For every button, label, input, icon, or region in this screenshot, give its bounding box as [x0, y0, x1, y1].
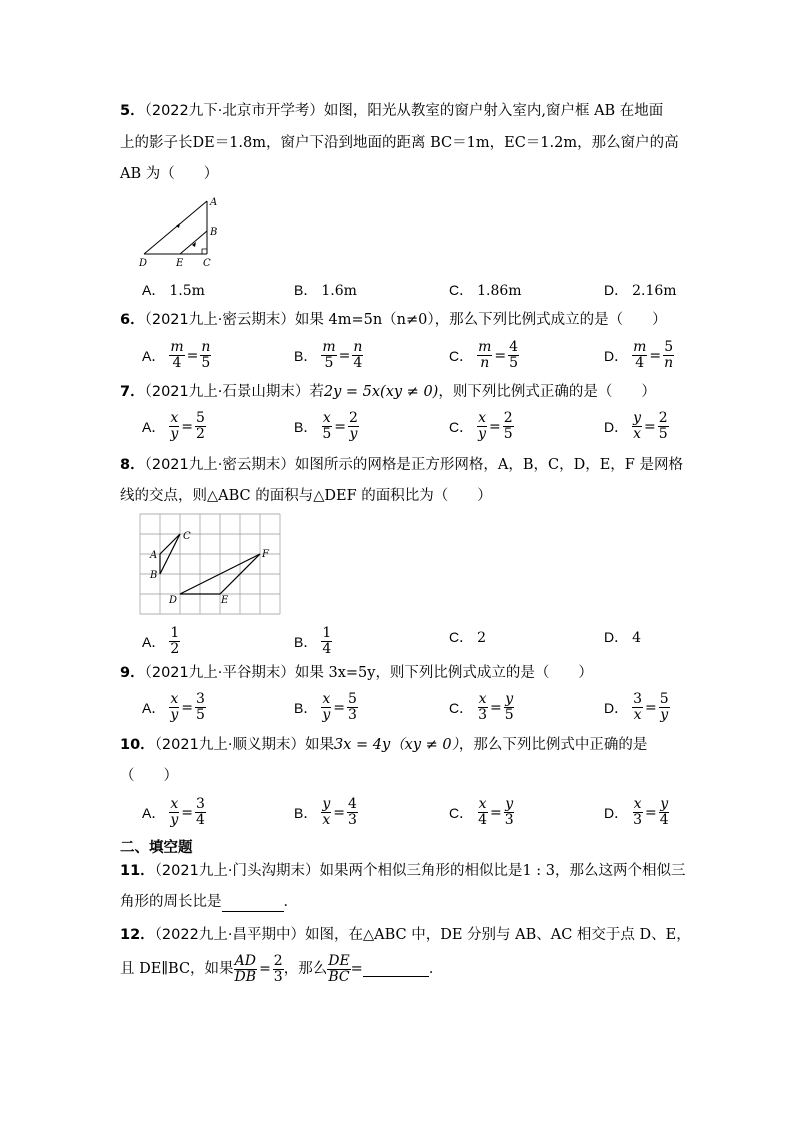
- q10-option-c[interactable]: C． $\frac{x}{4}$ = $\frac{y}{3}$: [449, 796, 514, 828]
- fraction: $\frac{1}{4}$: [322, 625, 332, 657]
- equals-sign: =: [338, 347, 351, 364]
- q8-text-1: 如图所示的网格是正方形网格，A，B，C，D，E，F 是网格: [294, 457, 683, 473]
- q7-source: （2021九上·石景山期末）: [144, 384, 310, 400]
- q5-number: 5．: [120, 103, 145, 119]
- fraction-left: $\frac{x}{y}$: [170, 691, 179, 723]
- q8-source: （2021九上·密云期末）: [144, 457, 295, 473]
- q5-label-b: B: [210, 227, 218, 238]
- q10-number: 10．: [120, 737, 155, 753]
- q8-option-c[interactable]: C． 2: [449, 629, 487, 646]
- equals-sign: =: [490, 699, 502, 716]
- q10-line1: [120, 735, 647, 755]
- q12-text-1: 如图，在△ABC 中，DE 分别与 AB、AC 相交于点 D、E，: [304, 927, 691, 943]
- fraction-left: $\frac{x}{y}$: [322, 691, 331, 723]
- q6-line: [120, 310, 667, 330]
- section-fill-in-blank-heading: 二、填空题: [120, 840, 193, 856]
- q12-number: 12．: [120, 927, 155, 943]
- q10-option-b[interactable]: B． $\frac{y}{x}$ = $\frac{4}{3}$: [294, 796, 357, 828]
- fraction-right: $\frac{2}{y}$: [349, 410, 358, 442]
- equals-sign: =: [645, 804, 657, 821]
- q8-label-b: B: [150, 570, 158, 581]
- equals-sign: =: [181, 804, 193, 821]
- fraction-right: $\frac{3}{4}$: [196, 796, 205, 828]
- fraction-left: $\frac{x}{y}$: [478, 410, 487, 442]
- equals-sign: =: [181, 418, 193, 435]
- q10-option-a[interactable]: A． $\frac{x}{y}$ = $\frac{3}{4}$: [142, 796, 205, 828]
- equals-sign: =: [489, 418, 501, 435]
- q7-option-b[interactable]: B． $\frac{x}{5}$ = $\frac{2}{y}$: [294, 410, 358, 442]
- q8-option-a[interactable]: A． $\frac{1}{2}$: [142, 625, 180, 657]
- q5-option-a[interactable]: A． 1.5m: [142, 282, 205, 299]
- q11-source: （2021九上·门头沟期末）: [154, 863, 320, 879]
- fraction-right: $\frac{4}{3}$: [348, 796, 357, 828]
- q7-formula: 2y = 5x(xy ≠ 0): [323, 384, 439, 400]
- q6-option-d[interactable]: D． $\frac{m}{4}$ = $\frac{5}{n}$: [604, 339, 674, 371]
- fraction-right: $\frac{5}{3}$: [348, 691, 357, 723]
- q5-line2: 上的影子长DE＝1.8m，窗户下沿到地面的距离 BC＝1m，EC＝1.2m，那么窗户的高: [120, 135, 679, 151]
- q5-label-e: E: [176, 258, 184, 269]
- q5-arrow-1: [176, 223, 180, 228]
- q7-line: [120, 382, 656, 402]
- fraction-ad-db: $\frac{AD}{DB}$: [234, 952, 257, 985]
- fraction-left: $\frac{x}{y}$: [170, 410, 179, 442]
- fraction-right: $\frac{4}{5}$: [509, 339, 519, 371]
- fraction-left: $\frac{3}{x}$: [633, 691, 643, 723]
- equals-sign: =: [645, 699, 657, 716]
- q8-line2: 线的交点，则△ABC 的面积与△DEF 的面积比为（ ）: [120, 488, 492, 504]
- q9-option-c[interactable]: C． $\frac{x}{3}$ = $\frac{y}{5}$: [449, 691, 514, 723]
- fraction-right: $\frac{n}{4}$: [353, 339, 363, 371]
- q11-line2: 角形的周长比是 ．: [120, 894, 298, 910]
- fraction-left: $\frac{x}{3}$: [478, 691, 488, 723]
- q8-label-e: E: [221, 595, 229, 606]
- q9-option-a[interactable]: A． $\frac{x}{y}$ = $\frac{3}{5}$: [142, 691, 205, 723]
- q7-text-b: ，则下列比例式正确的是（ ）: [438, 384, 656, 400]
- q10-line2: （ ）: [120, 768, 178, 784]
- equals-sign: =: [490, 804, 502, 821]
- fraction-left: $\frac{m}{4}$: [170, 339, 184, 371]
- fraction-right: $\frac{2}{5}$: [658, 410, 668, 442]
- q5-line-eb: [180, 231, 207, 254]
- q7-text-a: 若: [309, 384, 324, 400]
- q5-line-da: [144, 201, 207, 254]
- equals-sign: =: [181, 699, 193, 716]
- q10-text-b: ，那么下列比例式中正确的是: [458, 737, 648, 753]
- q8-label-d: D: [169, 595, 178, 606]
- q5-option-c[interactable]: C． 1.86m: [449, 282, 522, 299]
- q5-figure: [132, 192, 227, 272]
- fraction-right: $\frac{y}{5}$: [504, 691, 514, 723]
- q5-right-angle: [202, 249, 207, 254]
- fraction-left: $\frac{m}{n}$: [478, 339, 492, 371]
- q7-option-d[interactable]: D． $\frac{y}{x}$ = $\frac{2}{5}$: [604, 410, 668, 442]
- equals-sign: =: [644, 418, 656, 435]
- q5-text-1: 如图，阳光从教室的窗户射入室内,窗户框 AB 在地面: [323, 103, 664, 119]
- q10-option-d[interactable]: D． $\frac{x}{3}$ = $\frac{y}{4}$: [604, 796, 669, 828]
- q6-source: （2021九上·密云期末）: [144, 312, 295, 328]
- q11-line1: [120, 861, 686, 881]
- q9-number: 9．: [120, 665, 145, 681]
- q8-label-c: C: [183, 531, 191, 542]
- q8-label-a: A: [150, 550, 158, 561]
- q8-grid-figure: [139, 513, 281, 615]
- equals-sign: =: [649, 347, 662, 364]
- q9-line: [120, 663, 593, 683]
- q12-source: （2022九上·昌平期中）: [154, 927, 305, 943]
- q7-number: 7．: [120, 384, 145, 400]
- q5-label-c: C: [203, 258, 211, 269]
- fraction-left: $\frac{x}{5}$: [322, 410, 332, 442]
- q8-grid-lines: [140, 514, 280, 614]
- fraction-de-bc: $\frac{DE}{BC}$: [328, 952, 350, 985]
- q6-option-a[interactable]: A． $\frac{m}{4}$ = $\frac{n}{5}$: [142, 339, 211, 371]
- q11-text-1: 如果两个相似三角形的相似比是1 : 3，那么这两个相似三: [319, 863, 686, 879]
- fraction-left: $\frac{m}{5}$: [322, 339, 336, 371]
- fraction: $\frac{1}{2}$: [170, 625, 180, 657]
- equals-sign: =: [333, 804, 345, 821]
- q5-option-b[interactable]: B． 1.6m: [294, 282, 357, 299]
- q12-line2: 且 DE∥BC，如果 $\frac{AD}{DB}$ = $\frac{2}{3}$ ，那么 $\frac{DE}{BC}$ = ．: [120, 952, 444, 985]
- q10-source: （2021九上·顺义期末）: [154, 737, 305, 753]
- q6-text: 如果 4m=5n（n≠0），那么下列比例式成立的是（ ）: [294, 312, 667, 328]
- q11-answer-blank[interactable]: [222, 897, 284, 912]
- fraction-left: $\frac{y}{x}$: [322, 796, 331, 828]
- equals-sign: =: [186, 347, 199, 364]
- q10-formula: 3x = 4y（xy ≠ 0）: [333, 737, 459, 753]
- fraction-left: $\frac{x}{y}$: [170, 796, 179, 828]
- q12-answer-blank[interactable]: [363, 962, 429, 977]
- q5-label-a: A: [210, 197, 218, 208]
- fraction-2-3: $\frac{2}{3}$: [273, 952, 283, 985]
- q6-option-c[interactable]: C． $\frac{m}{n}$ = $\frac{4}{5}$: [449, 339, 519, 371]
- fraction-left: $\frac{x}{3}$: [633, 796, 643, 828]
- fraction-left: $\frac{x}{4}$: [478, 796, 488, 828]
- q8-option-b[interactable]: B． $\frac{1}{4}$: [294, 625, 332, 657]
- q6-option-b[interactable]: B． $\frac{m}{5}$ = $\frac{n}{4}$: [294, 339, 363, 371]
- fraction-left: $\frac{y}{x}$: [633, 410, 642, 442]
- q9-option-d[interactable]: D． $\frac{3}{x}$ = $\frac{5}{y}$: [604, 691, 669, 723]
- fraction-right: $\frac{y}{3}$: [504, 796, 514, 828]
- fraction-right: $\frac{n}{5}$: [201, 339, 211, 371]
- q7-option-c[interactable]: C． $\frac{x}{y}$ = $\frac{2}{5}$: [449, 410, 513, 442]
- q5-source: （2022九下·北京市开学考）: [144, 103, 324, 119]
- q8-label-f: F: [262, 549, 269, 560]
- q5-option-d[interactable]: D． 2.16m: [604, 282, 677, 299]
- equals-sign: =: [494, 347, 507, 364]
- fraction-right: $\frac{5}{y}$: [659, 691, 669, 723]
- q8-line1: [120, 455, 683, 475]
- fraction-right: $\frac{5}{2}$: [196, 410, 205, 442]
- equals-sign: =: [333, 699, 345, 716]
- q7-option-a[interactable]: A． $\frac{x}{y}$ = $\frac{5}{2}$: [142, 410, 205, 442]
- q5-label-d: D: [139, 258, 148, 269]
- q9-text: 如果 3x=5y，则下列比例式成立的是（ ）: [294, 665, 593, 681]
- fraction-right: $\frac{2}{5}$: [503, 410, 513, 442]
- q5-line3: AB 为（ ）: [120, 166, 219, 182]
- q5-line1: [120, 101, 663, 121]
- q8-number: 8．: [120, 457, 145, 473]
- fraction-right: $\frac{3}{5}$: [196, 691, 205, 723]
- q11-number: 11．: [120, 863, 155, 879]
- q6-number: 6．: [120, 312, 145, 328]
- q8-option-d[interactable]: D． 4: [604, 629, 642, 646]
- fraction-right: $\frac{5}{n}$: [664, 339, 674, 371]
- q9-option-b[interactable]: B． $\frac{x}{y}$ = $\frac{5}{3}$: [294, 691, 357, 723]
- equals-sign: =: [334, 418, 346, 435]
- fraction-right: $\frac{y}{4}$: [659, 796, 669, 828]
- q9-source: （2021九上·平谷期末）: [144, 665, 295, 681]
- q10-text-a: 如果: [304, 737, 334, 753]
- q12-line1: [120, 925, 691, 945]
- fraction-left: $\frac{m}{4}$: [633, 339, 647, 371]
